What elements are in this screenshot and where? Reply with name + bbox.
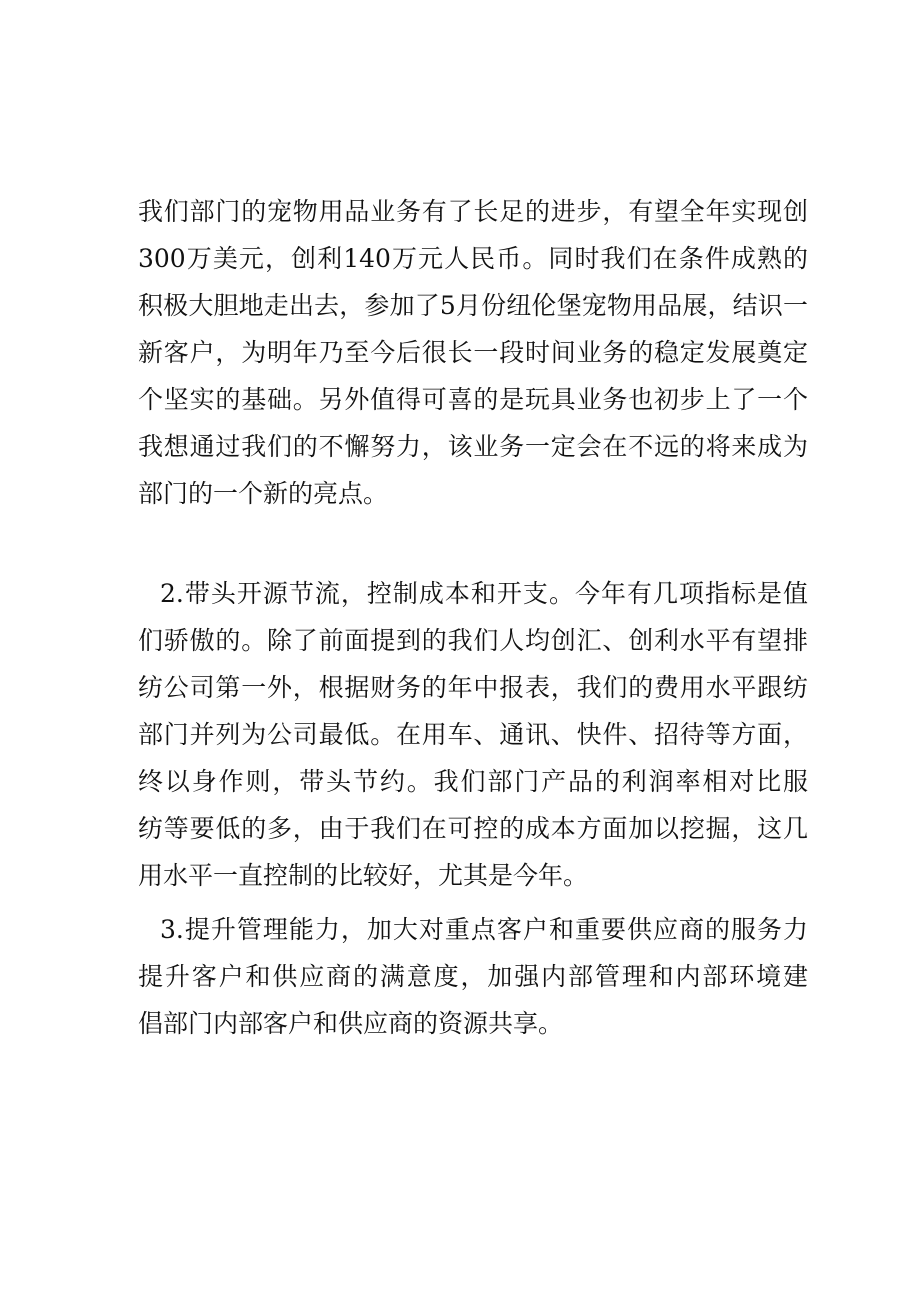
text-line: 纺等要低的多，由于我们在可控的成本方面加以挖掘，这几 xyxy=(138,814,808,843)
text-line: 新客户，为明年乃至今后很长一段时间业务的稳定发展奠定 xyxy=(138,338,808,367)
text-line: 纺公司第一外，根据财务的年中报表，我们的费用水平跟纺 xyxy=(138,673,808,702)
text-line: 部门的一个新的亮点。 xyxy=(138,479,389,508)
text-line: 部门并列为公司最低。在用车、通讯、快件、招待等方面， xyxy=(138,720,808,749)
text-line: 积极大胆地走出去，参加了5月份纽伦堡宠物用品展，结识一 xyxy=(138,291,808,320)
text-line: 2.带头开源节流，控制成本和开支。今年有几项指标是值 xyxy=(160,579,808,608)
text-line: 们骄傲的。除了前面提到的我们人均创汇、创利水平有望排 xyxy=(138,626,808,655)
paragraph-pet-business xyxy=(138,188,808,517)
text-line: 提升客户和供应商的满意度，加强内部管理和内部环境建 xyxy=(138,962,808,991)
text-line: 3.提升管理能力，加大对重点客户和重要供应商的服务力 xyxy=(160,915,808,944)
text-line: 倡部门内部客户和供应商的资源共享。 xyxy=(138,1009,564,1038)
text-line: 个坚实的基础。另外值得可喜的是玩具业务也初步上了一个 xyxy=(138,385,808,414)
paragraph-management xyxy=(138,906,808,1047)
text-line: 我想通过我们的不懈努力，该业务一定会在不远的将来成为 xyxy=(138,432,808,461)
text-line: 300万美元，创利140万元人民币。同时我们在条件成熟的 xyxy=(138,244,808,273)
text-line: 我们部门的宠物用品业务有了长足的进步，有望全年实现创 xyxy=(138,197,808,226)
text-line: 终以身作则，带头节约。我们部门产品的利润率相对比服 xyxy=(138,767,808,796)
text-line: 用水平一直控制的比较好，尤其是今年。 xyxy=(138,861,589,890)
paragraph-cost-control xyxy=(138,570,808,899)
